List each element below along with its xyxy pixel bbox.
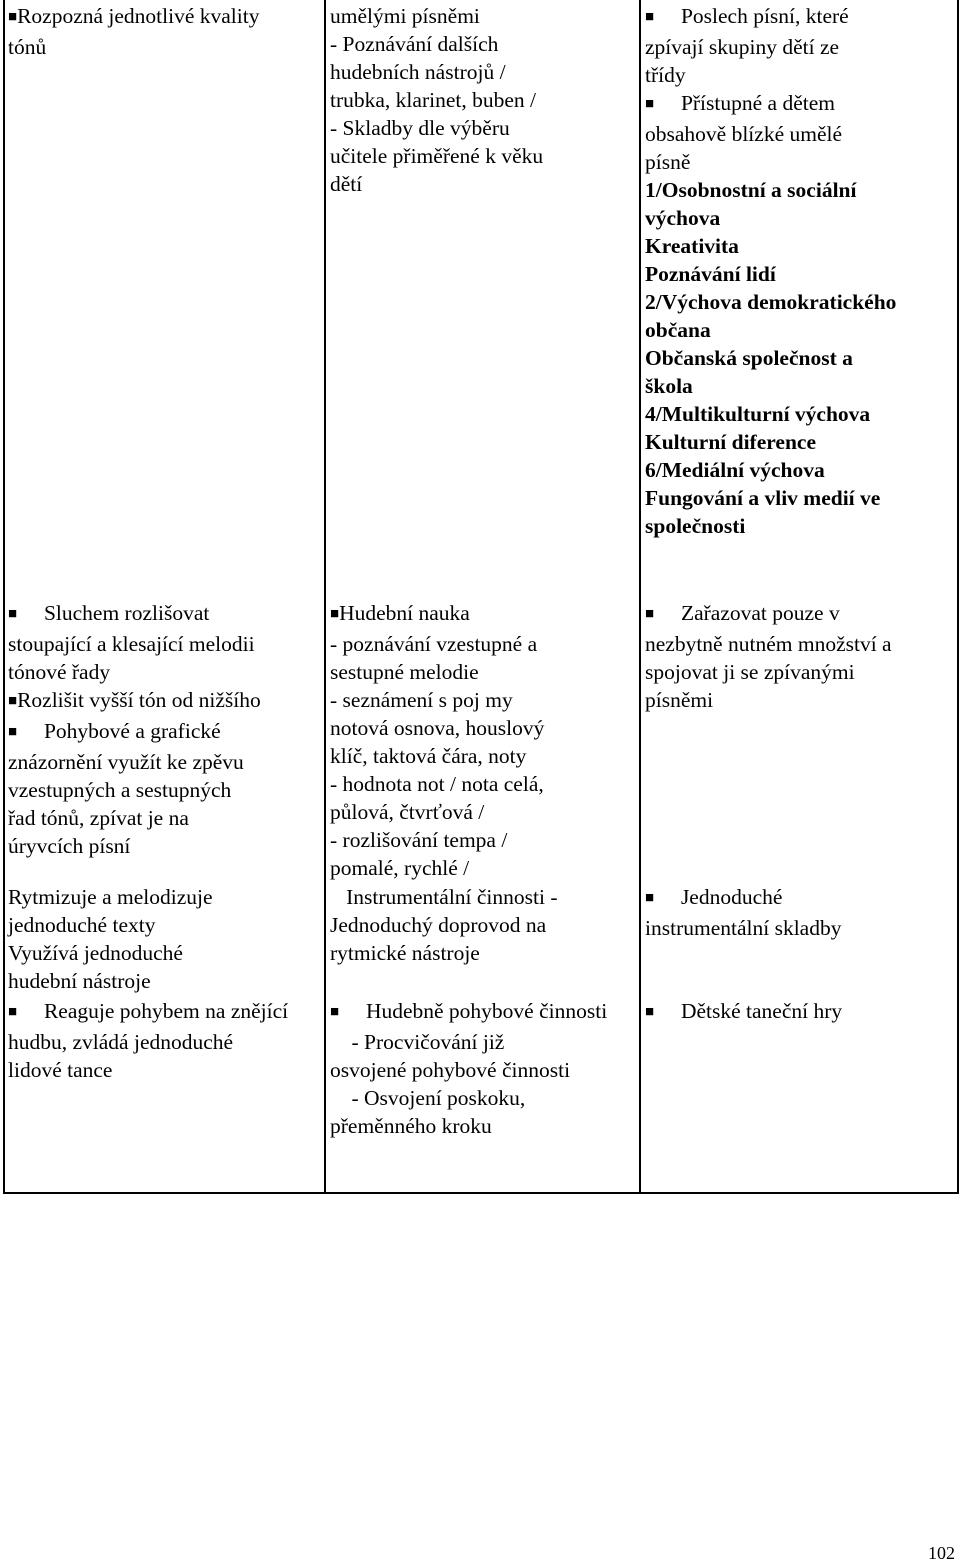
content-line: ■ Hudební nauka <box>330 599 635 630</box>
cross-curricular-line: Poznávání lidí <box>645 262 776 286</box>
topic-line: třídy <box>645 63 686 87</box>
outcome-text: Reaguje pohybem na znějící <box>43 999 289 1023</box>
content-line: - Poznávání dalších <box>330 32 499 56</box>
bullet-icon <box>645 4 654 28</box>
row1-outcome-cell <box>8 2 320 61</box>
bullet-icon <box>8 719 17 743</box>
topic-line <box>645 997 953 1028</box>
cross-curricular-line: Občanská společnost a <box>645 346 853 370</box>
content-line: - rozlišování tempa / <box>330 828 508 852</box>
row2-topics-cell <box>645 599 953 714</box>
bullet-icon <box>645 999 654 1023</box>
outcome-line <box>8 997 326 1028</box>
cross-curricular-line: Kreativita <box>645 234 739 258</box>
bullet-icon <box>645 91 654 115</box>
outcome-line: tónů <box>8 35 47 59</box>
bullet-icon <box>8 601 17 625</box>
content-line: Jednoduchý doprovod na <box>330 913 547 937</box>
content-line: dětí <box>330 172 363 196</box>
content-line: osvojené pohybové činnosti <box>330 1058 571 1082</box>
content-line: umělými písněmi <box>330 4 480 28</box>
column-divider-2 <box>639 0 641 1194</box>
cross-curricular-line: 6/Mediální výchova <box>645 458 825 482</box>
bullet-icon <box>645 885 654 909</box>
row2-outcome-cell <box>8 599 320 860</box>
topic-line: písněmi <box>645 688 714 712</box>
row4-outcome-cell <box>8 997 326 1084</box>
outcome-line: tónové řady <box>8 660 111 684</box>
row3-content-cell <box>330 883 635 967</box>
content-line: - Skladby dle výběru <box>330 116 510 140</box>
outcome-line: ■ Rozlišit vyšší tón od nižšího <box>8 686 320 717</box>
outcome-line: řad tónů, zpívat je na <box>8 806 189 830</box>
content-line <box>330 1028 635 1056</box>
topic-line <box>645 883 953 914</box>
outcome-line <box>8 717 320 748</box>
topic-text: Dětské taneční hry <box>680 999 843 1023</box>
cross-curricular-line: společnosti <box>645 514 746 538</box>
outcome-line: ■ Rozpozná jednotlivé kvality <box>8 2 320 33</box>
topic-text: Zařazovat pouze v <box>680 601 840 625</box>
topic-line: instrumentální skladby <box>645 916 842 940</box>
row3-outcome-cell <box>8 883 320 995</box>
content-line: - hodnota not / nota celá, <box>330 772 544 796</box>
content-line: - seznámení s poj my <box>330 688 513 712</box>
row2-content-cell <box>330 599 635 882</box>
outcome-line: úryvcích písní <box>8 834 131 858</box>
outcome-line: Využívá jednoduché <box>8 941 183 965</box>
content-line <box>330 997 635 1028</box>
cross-curricular-line: 4/Multikulturní výchova <box>645 402 871 426</box>
topic-text: Poslech písní, které <box>680 4 849 28</box>
page-number: 102 <box>928 1543 955 1563</box>
content-line: pomalé, rychlé / <box>330 856 470 880</box>
row1-topics-cell <box>645 2 953 540</box>
content-text: Hudebně pohybové činnosti <box>365 999 608 1023</box>
row3-topics-cell <box>645 883 953 942</box>
bullet-icon <box>645 601 654 625</box>
content-line: hudebních nástrojů / <box>330 60 506 84</box>
topic-line <box>645 599 953 630</box>
content-line: přeměnného kroku <box>330 1114 492 1138</box>
content-line: trubka, klarinet, buben / <box>330 88 536 112</box>
cross-curricular-line: 1/Osobnostní a sociální <box>645 178 857 202</box>
content-line <box>330 1084 635 1112</box>
topic-line: nezbytně nutném množství a <box>645 632 892 656</box>
topic-line: zpívají skupiny dětí ze <box>645 35 840 59</box>
topic-text: Jednoduché <box>680 885 783 909</box>
content-line: sestupné melodie <box>330 660 479 684</box>
content-line: půlová, čtvrťová / <box>330 800 485 824</box>
outcome-line: stoupající a klesající melodii <box>8 632 255 656</box>
cross-curricular-line: výchova <box>645 206 721 230</box>
topic-line: obsahově blízké umělé <box>645 122 843 146</box>
outcome-text: Sluchem rozlišovat <box>43 601 210 625</box>
outcome-line: znázornění využít ke zpěvu <box>8 750 244 774</box>
content-line: - poznávání vzestupné a <box>330 632 538 656</box>
outcome-line: Rytmizuje a melodizuje <box>8 885 213 909</box>
outcome-line: lidové tance <box>8 1058 113 1082</box>
topic-line: písně <box>645 150 691 174</box>
topic-line: spojovat ji se zpívanými <box>645 660 855 684</box>
cross-curricular-line: Fungování a vliv medií ve <box>645 486 881 510</box>
content-text: - Procvičování již <box>351 1030 505 1054</box>
row1-content-cell <box>330 2 635 198</box>
topic-line <box>645 89 953 120</box>
cross-curricular-line: 2/Výchova demokratického <box>645 290 897 314</box>
cross-curricular-line: škola <box>645 374 693 398</box>
topic-text: Přístupné a dětem <box>680 91 835 115</box>
content-line: rytmické nástroje <box>330 941 480 965</box>
content-line: učitele přiměřené k věku <box>330 144 544 168</box>
outcome-line: vzestupných a sestupných <box>8 778 232 802</box>
outcome-line: hudbu, zvládá jednoduché <box>8 1030 234 1054</box>
bullet-icon <box>8 999 17 1023</box>
outcome-line: jednoduché texty <box>8 913 156 937</box>
content-line: klíč, taktová čára, noty <box>330 744 527 768</box>
row4-topics-cell <box>645 997 953 1028</box>
cross-curricular-line: Kulturní diference <box>645 430 816 454</box>
cross-curricular-line: občana <box>645 318 711 342</box>
outcome-text: Pohybové a grafické <box>43 719 221 743</box>
content-text: Instrumentální činnosti - <box>346 885 558 909</box>
outcome-line <box>8 599 320 630</box>
content-line: notová osnova, houslový <box>330 716 545 740</box>
row4-content-cell <box>330 997 635 1140</box>
outcome-line: hudební nástroje <box>8 969 151 993</box>
content-line <box>330 883 635 911</box>
topic-line <box>645 2 953 33</box>
content-text: - Osvojení poskoku, <box>351 1086 526 1110</box>
bullet-icon <box>330 999 339 1023</box>
